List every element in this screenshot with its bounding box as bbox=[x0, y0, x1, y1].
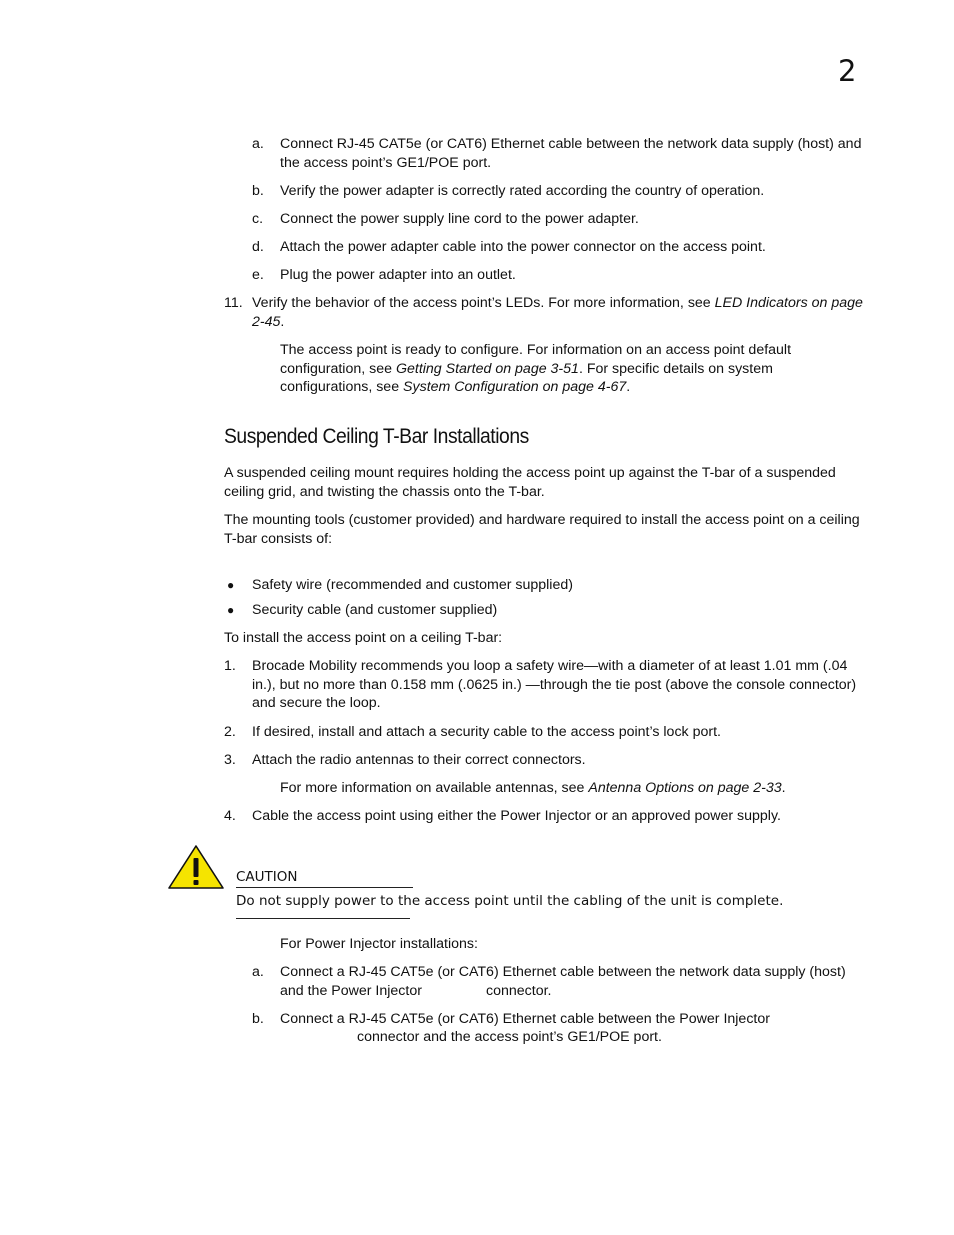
list-item: Connect a RJ-45 CAT5e (or CAT6) Ethernet cable between the Power Injector bbox=[280, 1011, 770, 1027]
list-item: Brocade Mobility recommends you loop a safety wire—with a diameter of at least 1.01 mm (.04 in.), but no more than 0.158 mm (.0625 in.) —through the tie post (above the console connector) and secure the loop. bbox=[252, 658, 857, 711]
step-marker: a. bbox=[252, 136, 264, 152]
step-11-text bbox=[252, 294, 867, 331]
bullet-icon: ● bbox=[227, 603, 235, 617]
getting-started-link[interactable]: Getting Started on page 3-51 bbox=[395, 360, 579, 377]
antenna-note-text: . bbox=[781, 780, 786, 796]
step-4-text: Cable the access point using either the Power Injector or an approved power supply. bbox=[252, 808, 781, 824]
led-indicators-link[interactable]: LED Indicators on page 2-45 bbox=[252, 295, 863, 330]
step-marker: 3. bbox=[224, 752, 236, 768]
step-marker: 4. bbox=[224, 808, 236, 824]
step-11-body: Verify the behavior of the access point’s LEDs. For more information, see bbox=[252, 295, 715, 311]
antenna-note-text: For more information on available antennas, see bbox=[280, 780, 589, 796]
step-marker: b. bbox=[252, 1011, 264, 1027]
step-marker: c. bbox=[252, 211, 264, 227]
ready-note-text: . For specific details on system configurations, see bbox=[280, 360, 773, 395]
step-marker: e. bbox=[252, 267, 264, 283]
exclamation-bar bbox=[194, 858, 199, 877]
system-configuration-link[interactable]: System Configuration on page 4-67 bbox=[403, 379, 627, 395]
list-item: Connect a RJ-45 CAT5e (or CAT6) Ethernet cable between the network data supply (host) bbox=[280, 964, 846, 980]
list-item-line: connector. bbox=[486, 983, 552, 999]
antenna-note bbox=[280, 779, 870, 798]
caution-text: Do not supply power to the access point until the cabling of the unit is complete. bbox=[236, 893, 784, 909]
step-marker: 2. bbox=[224, 724, 236, 740]
step-marker: 1. bbox=[224, 658, 236, 674]
chapter-number: 2 bbox=[838, 54, 857, 88]
antenna-options-link[interactable]: Antenna Options on page 2-33 bbox=[588, 780, 782, 796]
list-item-line: and the Power Injector bbox=[280, 983, 422, 999]
step-marker: d. bbox=[252, 239, 264, 255]
caution-divider bbox=[236, 887, 413, 888]
injector-intro: For Power Injector installations: bbox=[280, 936, 478, 952]
ready-note bbox=[280, 341, 840, 397]
caution-title: CAUTION bbox=[236, 869, 298, 885]
tools-paragraph bbox=[224, 511, 874, 548]
list-item: Connect the power supply line cord to the power adapter. bbox=[280, 211, 639, 227]
list-item: Connect RJ-45 CAT5e (or CAT6) Ethernet cable between the network data supply (host) and the access point’s GE1/POE port. bbox=[280, 136, 862, 171]
section-heading: Suspended Ceiling T-Bar Installations bbox=[224, 425, 529, 448]
ready-note-text: The access point is ready to configure. For information on an access point default configuration, see bbox=[280, 342, 792, 377]
step-marker: 11. bbox=[224, 295, 243, 311]
list-item: Safety wire (recommended and customer supplied) bbox=[252, 577, 573, 593]
ready-note-text: . bbox=[626, 379, 631, 395]
warning-triangle-icon bbox=[167, 844, 225, 890]
install-intro: To install the access point on a ceiling T-bar: bbox=[224, 630, 503, 646]
list-item: Plug the power adapter into an outlet. bbox=[280, 267, 516, 283]
bullet-icon: ● bbox=[227, 578, 235, 592]
intro-paragraph: A suspended ceiling mount requires holding the access point up against the T-bar of a suspended ceiling grid, and twisting the chassis onto the T-bar. bbox=[224, 465, 836, 500]
step-marker: b. bbox=[252, 183, 264, 199]
list-item: Verify the power adapter is correctly rated according the country of operation. bbox=[280, 183, 765, 199]
list-item-line: connector and the access point’s GE1/POE port. bbox=[357, 1029, 662, 1045]
list-item: Security cable (and customer supplied) bbox=[252, 602, 498, 618]
step-11-tail: . bbox=[280, 313, 285, 330]
list-item: Attach the radio antennas to their correct connectors. bbox=[252, 752, 586, 768]
caution-divider bbox=[236, 918, 410, 919]
list-item: Attach the power adapter cable into the power connector on the access point. bbox=[280, 239, 766, 255]
exclamation-dot bbox=[194, 880, 199, 885]
list-item: If desired, install and attach a security cable to the access point’s lock port. bbox=[252, 724, 721, 740]
tools-line-2: T-bar consists of: bbox=[224, 530, 333, 547]
step-marker: a. bbox=[252, 964, 264, 980]
tools-line-1: The mounting tools (customer provided) and hardware required to install the access point on a ceiling bbox=[224, 512, 860, 528]
